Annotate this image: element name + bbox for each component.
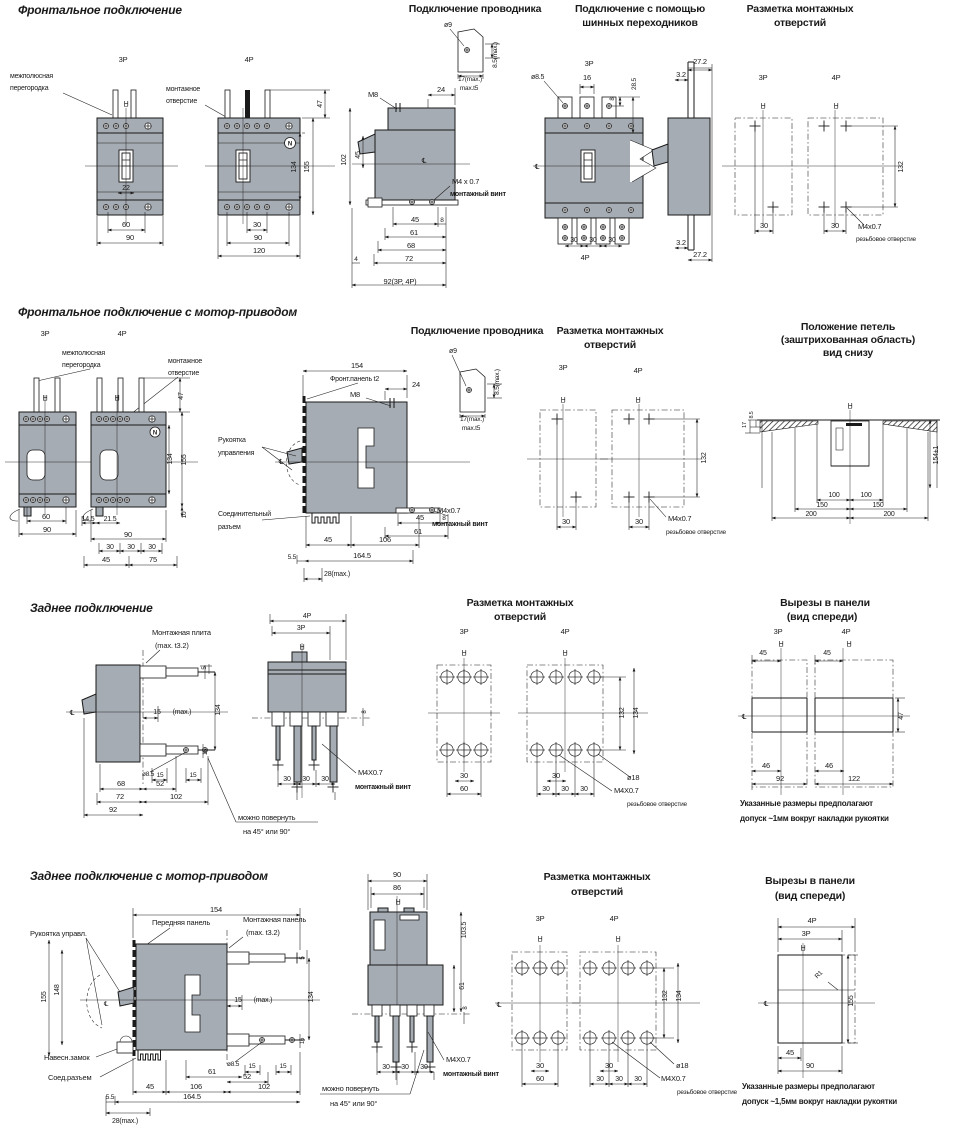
dim-label: монтажное [166,86,201,93]
dim-label: 68 [117,779,125,788]
dim-label: 3.2 [676,238,686,247]
dim-label: H̲ [778,641,784,648]
dim-label: H̲ [461,650,467,657]
section-title-front-connection: Фронтальное подключение [18,3,182,17]
dim-label: управления [218,450,255,457]
mounting-holes-layout-3p-motor [527,404,608,530]
dim-label: H̲ [395,899,401,906]
dim-label: M4x0.7 [668,514,692,523]
dim-label: резьбовое отверстие [627,801,687,808]
dim-label: 4P [117,329,127,338]
dim-label: 60 [536,1074,544,1083]
dim-label: (max.) [253,997,273,1004]
dim-label: 45 [102,555,110,564]
dim-label: 52 [243,1072,251,1081]
dim-label: H̲ [847,403,853,410]
dim-label: 154 [351,361,363,370]
dim-label: 30 [580,786,588,793]
dim-label: монтажное [168,358,203,365]
dim-label: 61 [459,982,466,990]
dim-label: Рукоятка управл. [30,929,87,938]
dim-label: Соединительный [218,511,271,518]
dim-label: ℄ [534,164,540,171]
dim-label: 72 [405,254,413,263]
column-title: Вырезы в панели [765,875,855,887]
dim-label: M8 [350,390,361,399]
dim-label: 132 [701,452,708,464]
dim-label: M4x0.7 [858,222,882,231]
dim-label: 4P [580,253,590,262]
column-title: (вид спереди) [786,611,858,623]
dim-label: max.t5 [461,425,481,432]
dim-label: 24 [437,85,445,94]
dim-label: 46 [762,761,770,770]
dim-label: 15 [248,1063,256,1070]
dim-label: 148 [54,984,61,996]
dim-label: 154 [210,905,222,914]
dim-label: ℄ [104,1001,108,1008]
column-title: Разметка монтажных [466,597,574,609]
dim-label: 30 [283,776,291,783]
dim-label: 47 [178,392,185,400]
dim-label: H̲ [800,945,806,952]
dim-label: 4P [560,627,570,636]
dim-label: 155 [848,995,855,1007]
dim-label: 22 [122,185,130,192]
dim-label: 90 [124,530,132,539]
dim-label: 90 [806,1061,814,1070]
dim-label: 122 [848,774,860,783]
dim-label: 30 [401,1064,409,1071]
dim-label: 30 [570,237,578,244]
dim-label: 15 [189,772,197,779]
rear-connection-front-view [252,614,372,800]
dim-label: Указанные размеры предполагают [742,1082,875,1091]
dim-label: 30 [420,1064,428,1071]
dim-label: 92 [776,774,784,783]
dim-label: Передняя панель [152,918,211,927]
dim-label: max.t5 [459,85,479,92]
dim-label: Рукоятка [218,437,246,444]
column-title: Подключение проводника [410,325,544,337]
dim-label: 106 [190,1082,202,1091]
dim-label: M4 x 0.7 [452,177,480,186]
dim-label: H̲ [846,641,852,648]
bus-adapter-front-view [533,81,656,246]
column-title: отверстий [571,886,623,898]
dim-label: ℄ [741,714,747,721]
dim-label: 15 [234,997,242,1004]
dim-label: (max.) [172,709,192,716]
dim-label: ℄ [763,1001,769,1008]
dim-label: 45 [759,650,767,657]
dim-label: 60 [42,512,50,521]
dim-label: 28(max.) [112,1118,139,1125]
dim-label: (max. t3.2) [246,928,280,937]
column-title: Разметка монтажных [543,871,651,883]
dim-label: 30 [608,237,616,244]
column-title: Положение петель [800,321,896,333]
dim-label: 47 [898,712,905,720]
dim-label: ℄ [421,158,427,165]
dim-label: 3P [459,627,469,636]
dim-label: M4X0.7 [614,786,639,795]
dim-label: H̲ [299,644,305,651]
dim-label: Фронт.панель t2 [330,376,380,383]
dim-label: 134 [215,704,222,716]
dim-label: 45 [146,1082,154,1091]
dim-label: 30 [127,544,135,551]
dim-label: 3P [584,59,594,68]
dim-label: перегородка [62,362,101,369]
dim-label: 134 [167,453,174,465]
dim-label: H̲ [244,101,250,108]
hinge-position-bottom-view [745,410,940,524]
dim-label: отверстие [168,370,200,377]
mounting-holes-layout-3p [722,110,800,234]
dim-label: 30 [831,221,839,230]
dim-label: 5.5 [105,1094,115,1101]
dim-label: 30 [542,786,550,793]
rear-motor-side-view [49,908,320,1116]
dim-label: ø8.5 [227,1061,240,1068]
dim-label: Навесн.замок [44,1053,90,1062]
dim-label: R1 [813,969,825,981]
dim-label: H̲ [42,395,48,402]
dim-label: 15 [156,772,164,779]
dim-label: 3P [296,625,306,632]
dim-label: 3P [40,329,50,338]
dim-label: 16 [300,1037,306,1045]
dim-label: 17(max.) [457,76,483,83]
dim-label: 102 [258,1082,270,1091]
dim-label: 46 [825,761,833,770]
dim-label: на 45° или 90° [330,1099,378,1108]
dim-label: 3P [773,627,783,636]
dim-label: 5.5 [287,554,296,561]
breaker-4p-front-view [205,90,335,259]
dim-label: Монтажная плита [152,628,211,637]
dim-label: 14.5 [81,516,95,523]
dim-label: ℄ [496,1002,502,1009]
dim-label: 10 [181,511,188,519]
dim-label: монтажный винт [450,191,506,198]
dim-label: можно повернуть [322,1084,380,1093]
dim-label: 4P [244,55,254,64]
dim-label: можно повернуть [238,813,296,822]
dim-label: 100 [828,492,840,499]
dim-label: 28(max.) [324,571,351,578]
dim-label: 45 [355,151,362,159]
dim-label: 45 [324,535,332,544]
dim-label: Указанные размеры предполагают [740,799,873,808]
column-title: отверстий [774,17,826,29]
dim-label: 3.2 [676,70,686,79]
dim-label: 155 [304,161,311,173]
dim-label: 30 [635,517,643,526]
dim-label: 30 [253,220,261,229]
dim-label: 120 [253,246,265,255]
dim-label: 30 [302,776,310,783]
column-title: отверстий [494,611,546,623]
dim-label: 30 [148,544,156,551]
dim-label: 27.2 [693,57,707,66]
dim-label: H̲ [635,397,641,404]
dim-label: на 45° или 90° [243,827,291,836]
dim-label: ø18 [627,773,640,782]
dim-label: 60 [460,784,468,793]
dim-label: 102 [170,792,182,801]
dim-label: 47 [317,100,324,108]
dim-label: 132 [898,161,905,173]
dim-label: 3P [801,929,811,938]
dim-label: 68 [407,241,415,250]
dim-label: 8 [610,97,616,101]
column-title: Подключение с помощью [574,3,706,15]
dim-label: N [152,430,158,437]
dim-label: 8 [440,217,444,224]
dim-label: 90 [43,525,51,534]
dim-label: H̲ [560,397,566,404]
column-title: Вырезы в панели [780,597,870,609]
section-title-rear-connection: Заднее подключение [30,601,153,615]
dim-label: межполюсная [62,350,106,357]
dim-label: разъем [218,524,241,531]
dim-label: M8 [368,90,379,99]
dim-label: 30 [596,1076,604,1083]
dim-label: 30 [605,1061,613,1070]
dim-label: 4P [302,613,312,620]
dim-label: резьбовое отверстие [677,1089,737,1096]
column-title: (заштрихованная область) [780,334,916,346]
dim-label: 8 [463,1006,469,1010]
dim-label: 30 [589,237,597,244]
dim-label: 30 [634,1076,642,1083]
dim-label: 17 [742,422,748,428]
dim-label: 28.5 [631,78,638,90]
dim-label: 45 [823,650,831,657]
dim-label: 30 [106,544,114,551]
section-title-rear-connection-motor: Заднее подключение с мотор-приводом [30,869,268,883]
dim-label: ø9 [444,22,452,29]
dim-label: 134 [308,991,315,1003]
dim-label: 90 [126,233,134,242]
dim-label: 30 [460,771,468,780]
dim-label: 4P [633,366,643,375]
column-title: Разметка монтажных [746,3,854,15]
dim-label: 200 [883,511,895,518]
column-title: вид снизу [822,347,874,359]
dim-label: 3P [118,55,128,64]
dim-label: 154±1 [933,445,940,465]
dim-label: 102 [341,154,348,166]
dim-label: 24 [412,380,420,389]
column-title: Разметка монтажных [556,325,664,337]
column-title: отверстий [584,339,636,351]
dim-label: 30 [760,221,768,230]
dim-label: Монтажная панель [243,915,307,924]
dim-label: ℄ [278,459,284,466]
dim-label: монтажный винт [443,1071,499,1078]
dim-label: 21.5 [103,516,117,523]
dim-label: 164.5 [183,1092,201,1101]
panel-cutout-3p [738,648,812,795]
dim-label: 92(3P, 4P) [383,277,417,286]
dim-label: 8 [442,515,446,522]
dim-label: 155 [181,454,188,466]
dim-label: межполюсная [10,73,54,80]
dim-label: 3P [558,363,568,372]
dim-label: 30 [561,786,569,793]
dim-label: 30 [615,1076,623,1083]
dim-label: 4P [841,627,851,636]
dim-label: 30 [562,517,570,526]
dim-label: 3P [535,914,545,923]
dim-label: 90 [393,870,401,879]
dim-label: 45 [786,1048,794,1057]
dim-label: 4P [609,914,619,923]
dim-label: 134 [633,707,640,719]
dim-label: 72 [116,792,124,801]
dim-label: 4P [831,73,841,82]
dim-label: 90 [254,233,262,242]
dim-label: 60 [122,220,130,229]
dim-label: 17(max.) [459,416,485,423]
dim-label: H̲ [760,103,766,110]
dim-label: 30 [536,1061,544,1070]
dim-label: 150 [816,502,828,509]
column-title: шинных переходников [582,17,698,29]
dim-label: H̲ [833,103,839,110]
dim-label: 8.5 [749,411,755,419]
dim-label: M4X0.7 [358,768,383,777]
dim-label: 103.5 [461,921,468,939]
dim-label: ø18 [676,1061,689,1070]
dim-label: 45 [416,513,424,522]
dim-label: 61 [414,527,422,536]
dim-label: 134 [291,161,298,173]
dim-label: M4X0.7 [661,1074,686,1083]
dim-label: 16 [583,73,591,82]
dim-label: 5 [300,956,306,960]
dim-label: Соед.разъем [48,1073,92,1082]
dim-label: (max. t3.2) [155,641,189,650]
dim-label: перегородка [10,85,49,92]
dim-label: 30 [382,1064,390,1071]
dim-label: резьбовое отверстие [856,236,916,243]
dim-label: ø9 [449,348,457,355]
dim-label: H̲ [537,936,543,943]
dim-label: 134 [676,990,683,1002]
dim-label: 4P [807,916,817,925]
dim-label: 4 [354,256,358,263]
dim-label: 45 [411,215,419,224]
dim-label: 3P [758,73,768,82]
dim-label: 61 [208,1067,216,1076]
dim-label: 75 [149,555,157,564]
rear-motor-panel-cutout [758,918,875,1078]
dim-label: ℄ [69,710,75,717]
dim-label: ø8.5 [142,771,155,778]
dim-label: 8.5(max.) [492,42,499,68]
dim-label: 30 [321,776,329,783]
panel-cutout-4p [812,648,910,795]
dim-label: H̲ [615,936,621,943]
dim-label: M4X0.7 [446,1055,471,1064]
motor-breaker-4p-front-view [82,378,190,568]
bus-adapter-side-view [652,62,712,262]
dim-label: ø8.5 [531,74,545,81]
dim-label: 8 [362,710,368,714]
breaker-3p-front-view [63,90,233,246]
dim-label: 30 [552,771,560,780]
column-title: Подключение проводника [408,3,542,15]
dim-label: 52 [156,779,164,788]
mounting-holes-layout-4p-motor [600,404,702,530]
dim-label: монтажный винт [355,784,411,791]
dim-label: отверстие [166,98,198,105]
dim-label: 92 [109,805,117,814]
dim-label: 106 [379,535,391,544]
dim-label: M4x0.7 [437,506,461,515]
dim-label: H̲ [562,650,568,657]
dim-label: резьбовое отверстие [666,529,726,536]
dim-label: N [287,141,293,148]
dim-label: 150 [872,502,884,509]
dim-label: 15 [153,709,161,716]
dim-label: H̲ [123,101,129,108]
dim-label: 16 [203,748,209,756]
mounting-holes-layout-4p [800,110,902,234]
dim-label: 164.5 [353,551,371,560]
dim-label: 155 [41,991,48,1003]
column-title: (вид спереди) [774,890,846,902]
dim-label: H̲ [114,395,120,402]
section-title-front-connection-motor: Фронтальное подключение с мотор-приводом [18,305,298,319]
dim-label: 8.5(max.) [494,369,501,395]
dim-label: 100 [860,492,872,499]
dim-label: допуск ~1мм вокруг накладки рукоятки [740,814,889,823]
dim-label: 132 [619,707,626,719]
dim-label: 61 [410,228,418,237]
dim-label: 132 [662,990,669,1002]
dim-label: 5 [202,666,208,670]
dim-label: допуск ~1,5мм вокруг накладки рукоятки [742,1097,898,1106]
dim-label: монтажный винт [432,521,488,528]
dim-label: 86 [393,883,401,892]
dim-label: 15 [279,1063,287,1070]
dim-label: 200 [805,511,817,518]
dim-label: 27.2 [693,250,707,259]
